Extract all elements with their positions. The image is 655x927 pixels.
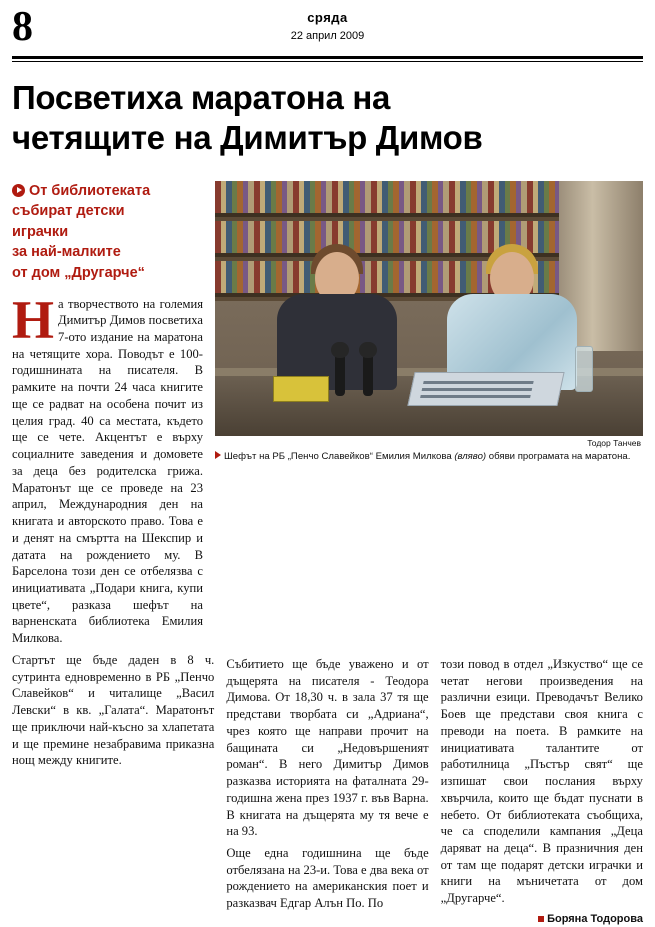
- weekday-label: сряда: [307, 10, 348, 25]
- kicker-line-4: за най-малките: [12, 244, 121, 261]
- article-column-3: [441, 656, 643, 927]
- play-bullet-icon: [12, 184, 25, 197]
- headline-line-1: Посветиха маратона на: [12, 79, 391, 116]
- photo-credit: Тодор Танчев: [587, 437, 641, 448]
- article-photo-block: [215, 181, 643, 647]
- byline-marker-icon: [538, 916, 544, 922]
- article-column-left: [12, 181, 215, 647]
- caption-text-2: обяви програмата на маратона.: [486, 450, 631, 462]
- drop-cap: Н: [12, 289, 55, 350]
- article-body-columns: [12, 652, 643, 927]
- article-upper: [12, 181, 643, 647]
- page-title: [12, 78, 643, 159]
- photo-bottle: [575, 346, 593, 392]
- caption-text-1: Шефът на РБ „Пенчо Славейков“ Емилия Милкова: [224, 450, 455, 462]
- kicker-subhead: [12, 181, 203, 284]
- lead-text: а творчеството на големия Димитър Димов посветиха 7-ото издание на маратона на четящите хора. Поводът е 100-годишнината на писателя. В рамките на почти 24 часа книгите ще се радват на особена почит из целия град. 40 са местата, където ще се чете. Акцентът е върху социалните заведения и домовете за деца без родителска грижа. Маратонът ще се проведе на 23 април, Международния ден на книгата и авторското право. Това е и денят на смъртта на Шекспир и датата на рождението му. В Барселона този ден се отбелязва с инициативата „Подари книга, купи цвете“, разказа шефът на варненската библиотека Емилия Милкова.: [12, 296, 203, 646]
- photo-caption: [215, 451, 643, 464]
- caption-text-italic: (вляво): [454, 450, 487, 462]
- photo-person-right: [447, 240, 577, 390]
- author-byline: [441, 912, 643, 927]
- kicker-line-3: играчки: [12, 223, 69, 240]
- paragraph: Още една годишнина ще бъде отбелязана на 23-и. Това е два века от рождението на американския поет и разказвач Едгар Алън По. По: [226, 846, 429, 911]
- kicker-line-1: От библиотеката: [29, 182, 151, 199]
- byline-text: Боряна Тодорова: [547, 912, 643, 925]
- masthead-rule-thick: [12, 56, 643, 59]
- kicker-line-5: от дом „Другарче“: [12, 264, 145, 281]
- article-column-2: [226, 656, 428, 927]
- paragraph: този повод в отдел „Изкуство“ ще се четат негови произведения на различни езици. Преводачът Велико Боев ще представи своя книга с преводи на поета. В рамките на инициативата талантите от работилница „Пъстър свят“ ще изпишат свои послания върху хвърчила, които ще бъдат пуснати в небето. От библиотеката съобщиха, че са споделили кампания „Деца даряват на деца“. В празничния ден от там ще подарят детски играчки и книги на мъничетата от дом „Другарче“.: [440, 656, 643, 906]
- paragraph: Събитието ще бъде уважено и от дъщерята на писателя - Теодора Димова. От 18,30 ч. в зала 37 тя ще представи творбата си „Адриана“, чрез която ще направи прочит на бащината си „Недовършеният роман“. В него Димитър Димов разказва историята на фаталната 29-годишна жена през 1937 г. във Варна. В книгата на дъщерята му тя вече е на 93.: [226, 656, 429, 839]
- caption-marker-icon: [215, 451, 221, 459]
- masthead-rule-thin: [12, 61, 643, 62]
- masthead-center: [58, 6, 597, 42]
- article-photo: [215, 181, 643, 436]
- masthead: [12, 0, 643, 54]
- page-number: 8: [12, 4, 33, 50]
- lead-paragraph: [12, 289, 203, 647]
- paragraph: Стартът ще бъде даден в 8 ч. сутринта едновременно в РБ „Пенчо Славейков“ и читалище „Васил Левски“ в кв. „Галата“. Маратонът ще приключи най-късно за хлапетата и ще премине незабравима приказна нощ между книгите.: [12, 652, 215, 768]
- headline-line-2: четящите на Димитър Димов: [12, 119, 483, 157]
- photo-papers: [407, 372, 564, 406]
- article-column-1: [12, 652, 214, 927]
- photo-microphone-1: [335, 352, 345, 396]
- photo-yellow-object: [273, 376, 329, 402]
- photo-microphone-2: [363, 352, 373, 396]
- issue-date: 22 април 2009: [290, 30, 365, 42]
- kicker-line-2: събират детски: [12, 203, 125, 220]
